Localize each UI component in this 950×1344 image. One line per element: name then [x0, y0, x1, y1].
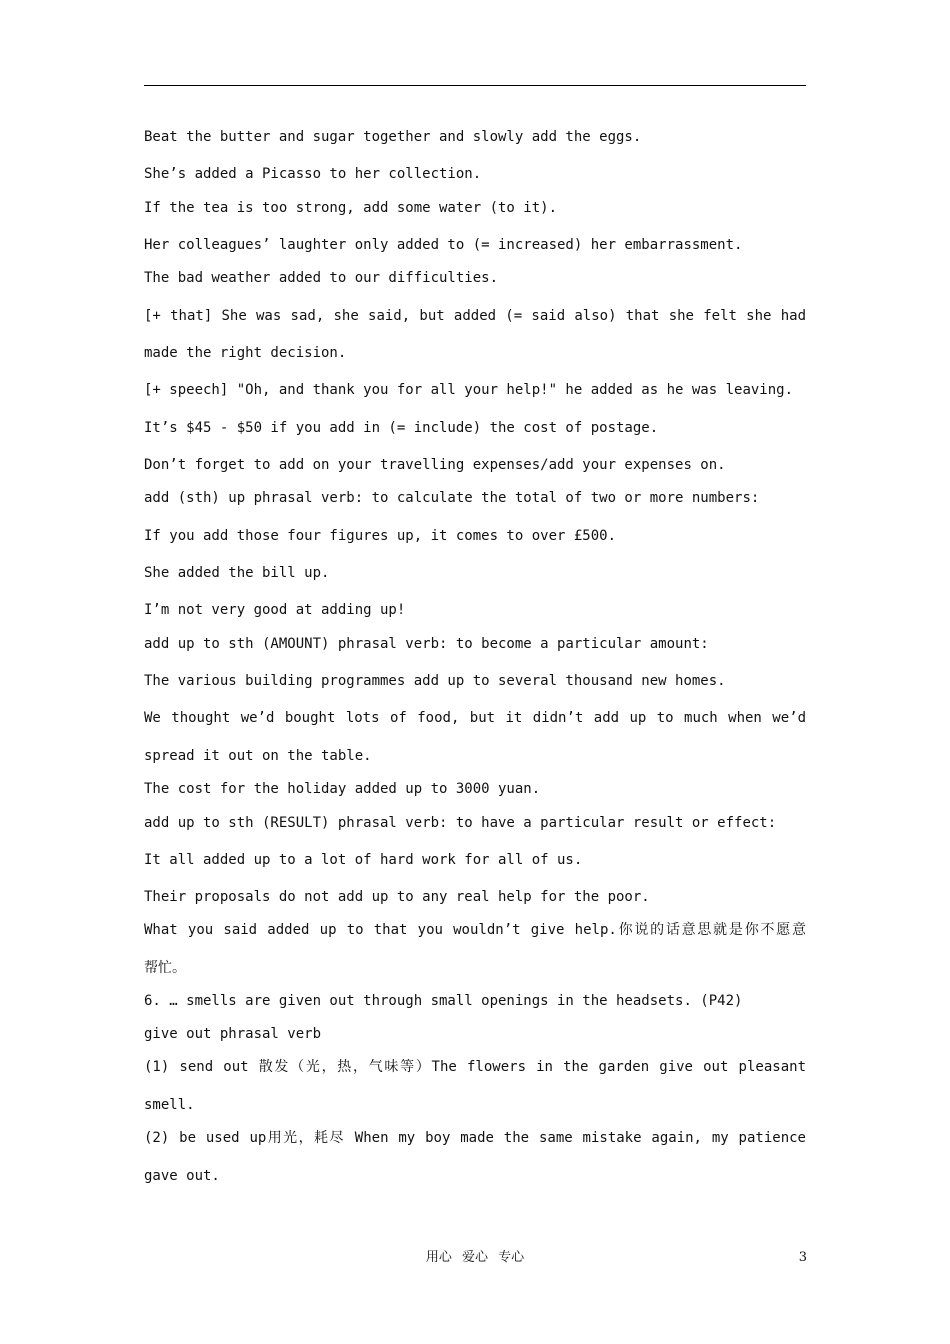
text-line: made the right decision. [144, 345, 347, 361]
text-line: We thought we’d bought lots of food, but it didn’t add up to much when we’d [144, 710, 806, 726]
text-line: gave out. [144, 1168, 220, 1184]
text-line: (1) send out 散发（光，热，气味等）The flowers in the garden give out pleasant [144, 1059, 806, 1075]
text-line: spread it out on the table. [144, 748, 372, 764]
text-line: The various building programmes add up to several thousand new homes. [144, 673, 726, 689]
text-line: [+ that] She was sad, she said, but added (= said also) that she felt she had [144, 308, 806, 324]
text-line: She added the bill up. [144, 565, 330, 581]
footer-motto: 用心 爱心 专心 [425, 1250, 525, 1265]
page-number: 3 [798, 1250, 807, 1265]
text-line: If the tea is too strong, add some water (to it). [144, 200, 558, 216]
text-line: add up to sth (RESULT) phrasal verb: to have a particular result or effect: [144, 815, 777, 831]
text-line: It all added up to a lot of hard work for all of us. [144, 852, 583, 868]
text-line: Her colleagues’ laughter only added to (= increased) her embarrassment. [144, 237, 743, 253]
header-rule [144, 85, 806, 86]
text-line: [+ speech] "Oh, and thank you for all your help!" he added as he was leaving. [144, 382, 794, 398]
text-line: smell. [144, 1097, 195, 1113]
text-line: 帮忙。 [144, 960, 186, 976]
text-line: Beat the butter and sugar together and slowly add the eggs. [144, 129, 642, 145]
text-line: add (sth) up phrasal verb: to calculate the total of two or more numbers: [144, 490, 760, 506]
text-line: If you add those four figures up, it comes to over £500. [144, 528, 617, 544]
text-line: I’m not very good at adding up! [144, 602, 406, 618]
text-line: What you said added up to that you wouldn’t give help.你说的话意思就是你不愿意 [144, 922, 806, 938]
text-line: give out phrasal verb [144, 1026, 322, 1042]
text-line: It’s $45 - $50 if you add in (= include) the cost of postage. [144, 420, 659, 436]
text-line: add up to sth (AMOUNT) phrasal verb: to become a particular amount: [144, 636, 709, 652]
text-line: Don’t forget to add on your travelling expenses/add your expenses on. [144, 457, 726, 473]
text-line: 6. … smells are given out through small openings in the headsets. (P42) [144, 993, 743, 1009]
text-line: The cost for the holiday added up to 3000 yuan. [144, 781, 541, 797]
text-line: Their proposals do not add up to any real help for the poor. [144, 889, 650, 905]
text-line: The bad weather added to our difficulties. [144, 270, 499, 286]
text-line: She’s added a Picasso to her collection. [144, 166, 482, 182]
text-line: (2) be used up用光，耗尽 When my boy made the same mistake again, my patience [144, 1130, 806, 1146]
